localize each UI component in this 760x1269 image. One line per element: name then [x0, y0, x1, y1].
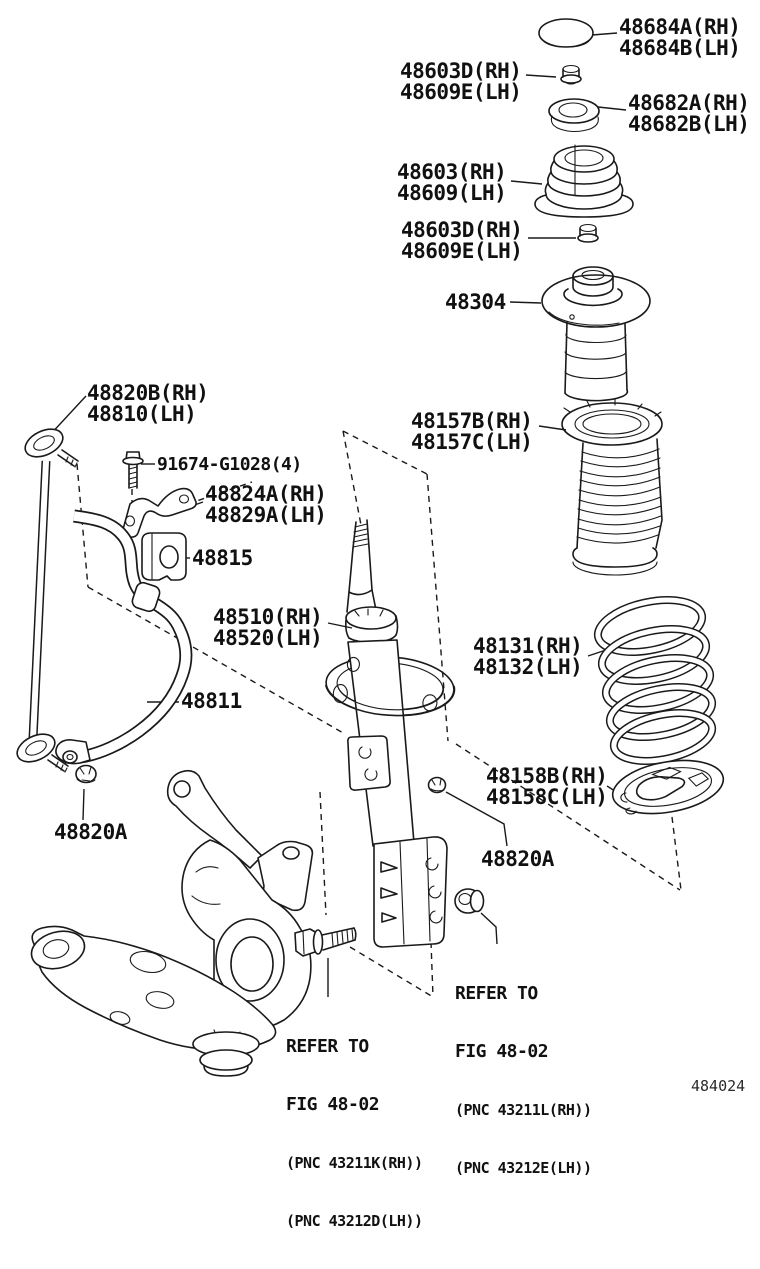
- part-label-48682: 48682A(RH) 48682B(LH): [628, 91, 750, 136]
- part-label-48603: 48603(RH) 48609(LH): [397, 160, 507, 205]
- nut-48603d-lower-drawing: [578, 225, 598, 243]
- part-label-48157: 48157B(RH) 48157C(LH): [411, 409, 533, 454]
- steering-knuckle-drawing: [27, 771, 312, 1076]
- nut-48820a-left-drawing: [76, 766, 96, 783]
- part-label-48603d-lower: 48603D(RH) 48609E(LH): [401, 218, 523, 263]
- strut-mount-48304-drawing: [542, 267, 650, 401]
- nut-48603d-upper-drawing: [561, 66, 581, 85]
- part-label-48304: 48304: [445, 290, 506, 314]
- part-label-48811: 48811: [181, 689, 242, 713]
- refer-note-right: REFER TO FIG 48-02 (PNC 43211L(RH)) (PNC 43212E(LH)): [455, 983, 592, 1177]
- part-label-48820b: 48820B(RH) 48810(LH): [87, 381, 209, 426]
- dust-cover-48157-drawing: [562, 399, 662, 575]
- support-48603-drawing: [535, 145, 633, 217]
- part-label-48603d-upper: 48603D(RH) 48609E(LH): [400, 59, 522, 104]
- figure-code: 484024: [691, 1077, 746, 1095]
- part-label-48131: 48131(RH) 48132(LH): [473, 634, 583, 679]
- part-label-91674: 91674-G1028(4): [157, 454, 302, 475]
- coil-spring-48131-drawing: [593, 592, 716, 769]
- stabilizer-bracket-48824-drawing: [122, 489, 196, 538]
- grommet-drawing: [455, 889, 484, 913]
- nut-48820a-right-drawing: [429, 778, 446, 793]
- part-label-48820a-left: 48820A: [54, 820, 127, 844]
- refer-note-left: REFER TO FIG 48-02 (PNC 43211K(RH)) (PNC 43212D(LH)): [286, 1036, 423, 1230]
- part-label-48824: 48824A(RH) 48829A(LH): [205, 482, 327, 527]
- part-label-48820a-right: 48820A: [481, 847, 554, 871]
- washer-48682-drawing: [549, 99, 599, 132]
- part-label-48510: 48510(RH) 48520(LH): [213, 605, 323, 650]
- part-label-48815: 48815: [192, 546, 253, 570]
- knuckle-bolt-drawing: [295, 928, 356, 956]
- cap-48684-drawing: [539, 19, 593, 47]
- stabilizer-bushing-48815-drawing: [142, 533, 186, 580]
- shock-absorber-48510-drawing: [324, 520, 456, 947]
- spring-insulator-48158-drawing: [609, 753, 728, 822]
- part-label-48684: 48684A(RH) 48684B(LH): [619, 15, 741, 60]
- stabilizer-link-48820b-drawing: [13, 424, 78, 772]
- part-label-48158: 48158B(RH) 48158C(LH): [486, 764, 608, 809]
- bolt-91674-drawing: [123, 452, 143, 488]
